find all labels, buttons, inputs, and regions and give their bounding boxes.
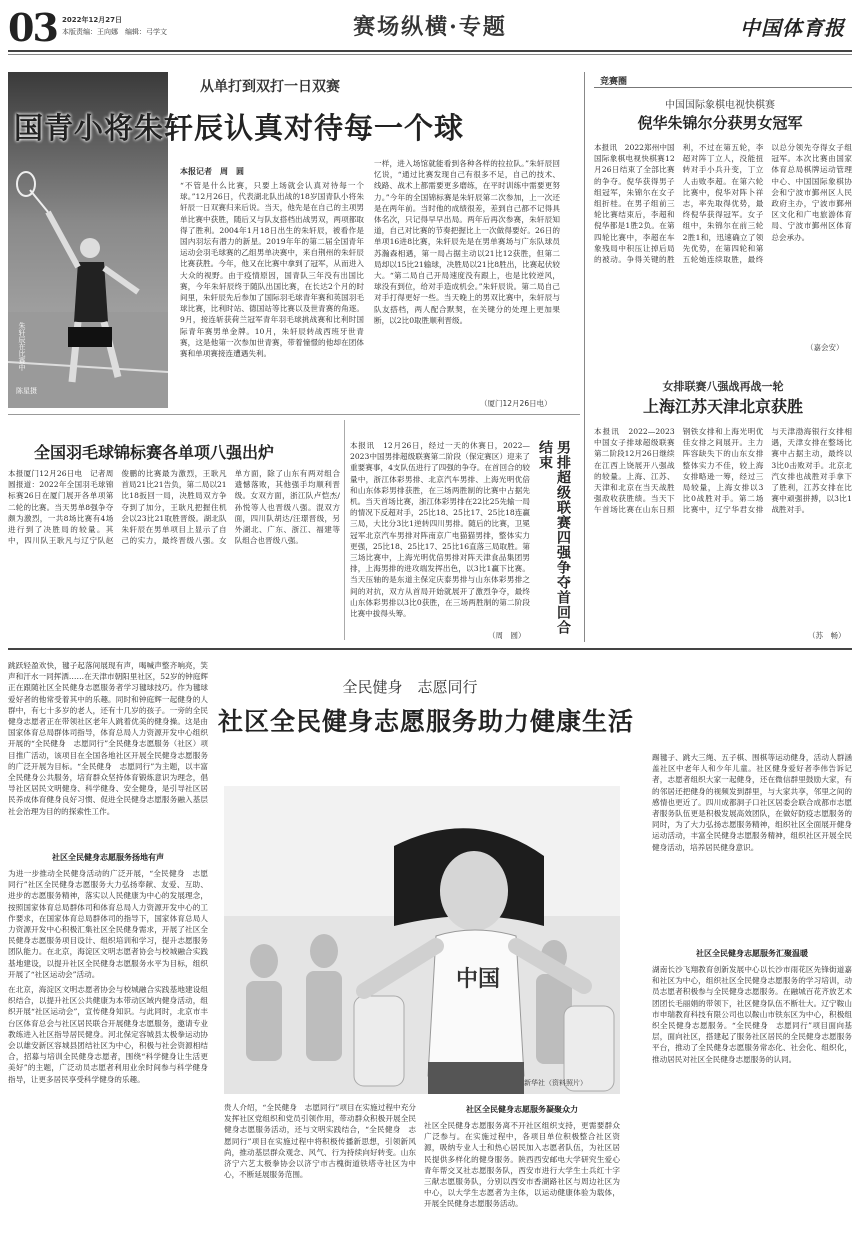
- brief1-sub: 中国国际象棋电视快棋赛: [665, 100, 775, 111]
- story1-kicker: 从单打到双打一日双赛: [200, 79, 340, 95]
- feature-col2b: 社区全民健身志愿服务离不开社区组织支持，更需要群众广泛参与。在实施过程中，各项目单位积极整合社区资源，吸纳专业人士和热心居民加入志愿者队伍，为社区居民提供多样化的健身服务。陕西西安邮电大学研究生爱心青年帮交叉社志愿服务队，西安市进行大学生士兵红十字三献志愿服务队，分别以西安市香湖路社区与周边社区为中心，以大学生志愿者为主体，以运动健康体验为载体，开展全民健身志愿服务活动。: [424, 1121, 620, 1209]
- feature-lead: 跳跃轻盈欢快，毽子起落间展现有声，喝喊声整齐响亮，笑声和汗水一同挥洒……在天津市朝阳里社区，52岁的钟庭辉正在跟随社区全民健身志愿服务者学习毽球技巧。作为毽球爱好者的他常受着其中的乐趣。同时和钟庭辉一起健身的人群中，有七十多岁的老人，还有十几岁的孩子。一旁的全民健身志愿者正在带领社区老年人跳着优美的健身操。这是由国家体育总局群体司指导，体育总局人力资源开发中心组织开展的“全民健身 志愿同行”全民健身志愿服务（社区）项目推广活动，该项目在全国各地社区开展全民健身志愿服务的广泛开展为目标。“全民健身 志愿同行”为主题，以丰富全民健身公共服务，培育群众坚持体育锻炼意识为理念，倡导社区居民文明健身、科学健身、安全健身，是引导社区居民养成体育健身良好习惯、促进全民健身志愿服务融入基层社会治理为目的的探索性工作。: [8, 661, 208, 816]
- story1-dateline: （厦门12月26日电）: [480, 399, 552, 408]
- story2-headline: 全国羽毛球锦标赛各单项八强出炉: [34, 443, 275, 462]
- photo-credit: 陈星摄: [16, 387, 37, 395]
- story1-body-col1: “不管是什么比赛，只要上场就会认真对待每一个球。”12月26日，代表湖北队出战的18岁国青队小将朱轩辰一日双赛归来后说。当天，他先是在自己的主项男单比赛中获胜，随后又与队友搭档出战男双，两项都取得了胜利。2004年1月18日出生的朱轩辰，被看作是国内羽坛有潜力的新星。2019年年的第二届全国青年运动会羽毛球赛的乙组男单决赛中，来自荆州的朱轩辰比赛获胜。今年，他又在比赛中拿到了冠军，从而进入大众的视野。由于疫情原因，国青队三年没有出国比赛，今年朱轩辰终于随队出国比赛，在长达2个月的时间里，朱轩辰先后参加了国际羽毛球青年赛和英国羽毛球比赛，比利时站、德国站等比赛以及世青赛的角逐。9月，接连斩获荷兰冠军青年羽毛球挑战赛和比利时国际青年赛男单金牌。10月，朱轩辰转战西班牙世青赛，这是他第一次参加世青赛，带着憧憬的他却在团体赛和单项赛接连遭遇失利。: [180, 181, 364, 359]
- masthead: [0, 0, 860, 60]
- story1-body-col2: 一样，进入场馆就能看到各种各样的拉拉队。”朱轩辰回忆说，“通过比赛发现自己有很多不足，自己的技术、线路、战术上都需要更多磨练，在平时训练中需要更努力。”今年的全国锦标赛是朱轩辰第二次参加，上一次还是在两年前。当时他的成绩很差，差到自己都不记得具体名次，只记得早早出局。两年后再次参赛，朱轩辰知道，自己对比赛的节奏把握比上一次做得要好。26日的单项16进8比赛，朱轩辰先是在男单赛场与广东队球员苏瀚森相遇，第一局占据主动以21比12获胜，但第二局却以15比21输球，决胜局以21比8胜出，比赛起伏较大。“第二局自己开局速度没有跟上，也是比较逆风，球没有到位，给对手造成机会。”朱轩辰说。第二局自己对手打得更好一些。当天晚上的男双比赛中，朱轩辰与队友搭档，两人配合默契，在关键分的处理上更加果断，以2比0取胜顺利晋级。: [374, 159, 560, 325]
- brief2-kicker: 女排联赛八强战再战一轮: [662, 380, 784, 393]
- story3-body: 本报讯 12月26日，经过一天的休赛日，2022—2023中国男排超级联赛第二阶段（保定赛区）迎来了重要赛事，4支队伍进行了四强的争夺。在首回合的较量中，浙江体彩男排、北京汽车男排、上海光明优倍和山东体彩男排获胜，在三场两胜制的比赛中占据先机。当天首场比赛，浙江体彩男排在22比25先输一局的情况下反超对手，25比18、25比17、25比18连赢三局，大比分3比1逆转四川男排。随后的比赛，卫冕冠军北京汽车男排对阵南京广电猫猫男排，整体实力更强，25比18、25比17、25比16直落三局取胜。第三场比赛中，上海光明优倍男排对阵天津食品集团男排，上海男排的进攻端发挥出色，以3比1赢下比赛。当天压轴的是东道主保定庆泰男排与山东体彩男排之间的对抗，双方从首局开始就展开了激烈争夺，最终山东体彩男排以3比0获胜，在三场两胜制的第二阶段比赛中拔得头筹。: [350, 441, 530, 619]
- issue-date: 2022年12月27日: [62, 16, 122, 24]
- brief1-headline: 倪华朱锦尔分获男女冠军: [637, 114, 803, 132]
- story1-byline: 本报记者 周 圆: [180, 167, 244, 176]
- feature-subhead-2: 社区全民健身志愿服务凝聚众力: [466, 1104, 578, 1114]
- story3-divider: [344, 420, 345, 640]
- shirt-print: 中国: [456, 966, 501, 992]
- section-separator: [8, 648, 852, 650]
- brief1-body: 本报讯 2022郑州中国国际象棋电视快棋赛12月26日结束了全部比赛的争夺。倪华获得男子组冠军，朱锦尔在女子组折桂。在男子组前三轮比赛结束后，李超和倪华都是1胜2负。在第四轮比赛中，李超在车象残局中积压让掉后局的被动。争得关键的胜利，不过在第五轮，李超对阵丁立人，没能扭转对手小兵升变，丁立人击败李超。在第六轮比赛中，倪华对阵卜祥志，率先取得优势，最终倪华获得冠军。女子组中，朱锦尔在前三轮2胜1和，迅速确立了领先优势，在第四轮和第五轮她连续取胜，最终以总分领先夺得女子组冠军。本次比赛由国家体育总局棋牌运动管理中心、中国国际象棋协会和宁波市鄞州区人民政府主办，宁波市鄞州区文化和广电旅游体育局、宁波市鄞州区体育总会承办。: [594, 143, 852, 265]
- story2-body: 本报厦门12月26日电 记者周圆报道：2022年全国羽毛球锦标赛26日在厦门展开各单项第二轮的比赛。当天男单8强争夺颇为激烈，一共8场比赛有4场进行到了决胜局的较量。其中，四川队王耿凡与辽宁队赵俊鹏的比赛最为激烈，王耿凡首局21比21告负，第二局以21比18扳回一局，决胜局双方争夺到了加分，王耿凡把握住机会以23比21取胜晋级。湖北队朱轩辰在男单项目上显示了自己的实力，最终晋级八强。女单方面，除了山东有两对组合遗憾落败，其他强手均顺利晋级。女双方面，浙江队卢恺杰/孙悦等人也晋级八强。混双方面，四川队胡达/汪璟晋级，另外湖北、广东、浙江、福建等队组合也晋级八强。: [8, 469, 340, 546]
- editors-line: 本版责编：王向娜 编辑：弓学文: [62, 28, 167, 36]
- story2-rule: [8, 414, 580, 415]
- brief1-credit: （嘉会安）: [806, 343, 844, 352]
- fitness-photo: [224, 786, 620, 1094]
- brief1-kicker-box: [594, 74, 852, 88]
- brand-logo: 中国体育报: [740, 16, 845, 40]
- story3-vertical-headline: 男排超级联赛四强争夺首回合结束: [537, 440, 571, 635]
- story3-credit: （周 圆）: [488, 631, 526, 640]
- feature-col2: 贵人介绍，“全民健身 志愿同行”项目在实施过程中充分发挥社区党组织和党员引领作用，带动群众积极开展全民健身志愿服务活动，还与文明实践结合，“全民健身 志愿同行”项目在实施过程中将积极传播新思想，引领新风尚，推动基层群众观念、风气、行为持续向好转变。山东济宁六艺太极拳协会以济宁市古槐街道铁塔寺社区为中心，不断延展服务范围。: [224, 1103, 416, 1180]
- feature-subhead-1: 社区全民健身志愿服务扬地有声: [52, 852, 164, 862]
- photo-caption-vertical: 朱轩辰在比赛中: [18, 322, 26, 371]
- feature-headline: 社区全民健身志愿服务助力健康生活: [217, 707, 634, 736]
- brief2-body: 本报讯 2022—2023中国女子排球超级联赛第二阶段12月26日继续在江西上饶展开八强战的较量。上海、江苏、天津和北京在当天战胜强敌收获胜绩。当天下午首场比赛在山东日照钢铁女排和上海光明优佳女排之间展开。主力阵容缺失下的山东女排整体实力不佳，较上海女排略逊一筹，经过三局较量，上海女排以3比0战胜对手。第二场比赛中，辽宁华君女排与天津渤海银行女排相遇，天津女排在整场比赛中占据主动，最终以3比0击败对手。北京北汽女排也战胜对手拿下了胜利，江苏女排在比赛中顽强拼搏，以3比1战胜对手。: [594, 427, 852, 515]
- page-number: 03: [8, 5, 57, 50]
- feature-col1c: 在北京，海淀区文明志愿者协会与校城融合实践基地建设组织结合，以提升社区公共健康为本带动区域内健身活动，组织开展“社区运动会”，宣传健身知识。与此同时，北京市丰台区体育总会与社区居民联合开展健身志愿服务，邀请专业教练进入社区指导居民健身。河北保定容城县太极拳运动协会以雄安新区容城县团结社区为中心，积极与社会资源相结合，招募与培训全民健身志愿者，围绕“科学健身让生活更美好”的主题，广泛动员志愿者利用业余时间参与科学健身指导，让更多居民享受科学健身的乐趣。: [8, 985, 208, 1084]
- masthead-rule: [8, 50, 852, 52]
- brief1-kicker: 竞赛圈: [600, 77, 628, 87]
- feature-photo-caption: 新华社（资料照片）: [524, 1079, 587, 1087]
- volunteers-exercise-illustration: [224, 786, 620, 1094]
- section-title: 赛场纵横·专题: [353, 14, 507, 40]
- column-divider: [584, 72, 585, 642]
- feature-subhead-3: 社区全民健身志愿服务汇聚温暖: [696, 948, 808, 958]
- brief2-credit: （苏 畅）: [808, 631, 846, 640]
- feature-col1b: 为进一步推动全民健身活动的广泛开展，“全民健身 志愿同行”社区全民健身志愿服务大力弘扬奉献、友爱、互助、进步的志愿服务精神，落实以人民健康为中心的发展理念，按照国家体育总局群体司和体育总局人力资源开发中心的工作要求，在国家体育总局群体司的指导下，国家体育总局人力资源开发中心积极汇集社区全民健身需求，开展了社区全民健身志愿服务项目设计、组织培训和学习，提升志愿服务团队能力。在北京，海淀区文明志愿者协会与校城融合实践基地建设，以提升社区全民健身志愿服务水平为目标，组织开展了“社区运动会”活动。: [8, 869, 208, 979]
- story1-headline: 国青小将朱轩辰认真对待每一个球: [14, 111, 465, 145]
- feature-kicker: 全民健身 志愿同行: [342, 678, 478, 696]
- feature-col3: 踢毽子、跳大三绳、五子棋、围棋等运动健身，活动人群涵盖社区中老年人和少年儿童。社区健身爱好者李伟告诉记者，志愿者组织大家一起健身，还在微信群里鼓励大家，有的邻居还把健身的视频发到群里，与大家共享，邻里之间的感情也更近了。四川成都洞子口社区居委会联合成都市志愿者服务队伍更是积极发展高效团队，在做好防疫志愿服务的同时，为了大力弘扬志愿服务精神，组织社区全面展开健身运动活动，丰富全民健身志愿服务精神，组织社区开展全民健身活动，培养居民健身意识。: [652, 753, 852, 852]
- feature-col3b: 湖南长沙飞翔教育创新发展中心以长沙市雨花区先锋街道嘉和社区为中心，组织社区全民健身志愿服务的学习培训，动员志愿者积极参与全民健身志愿服务。在融城百花齐放艺术团团长毛丽娟的带领下，社区健身队伍不断壮大。辽宁鞍山市申瑞教育科技有限公司也以鞍山市铁东区为中心，积极组织全民健身志愿服务。“全民健身 志愿同行”项目面向基层，面向社区，搭建起了服务社区居民的全民健身志愿服务平台，推动了全民健身志愿服务常态化、社会化、组织化，推动居民对社区全民健身志愿服务的认同。: [652, 965, 852, 1064]
- brief2-headline: 上海江苏天津北京获胜: [642, 397, 803, 416]
- masthead-rule-thin: [8, 54, 852, 55]
